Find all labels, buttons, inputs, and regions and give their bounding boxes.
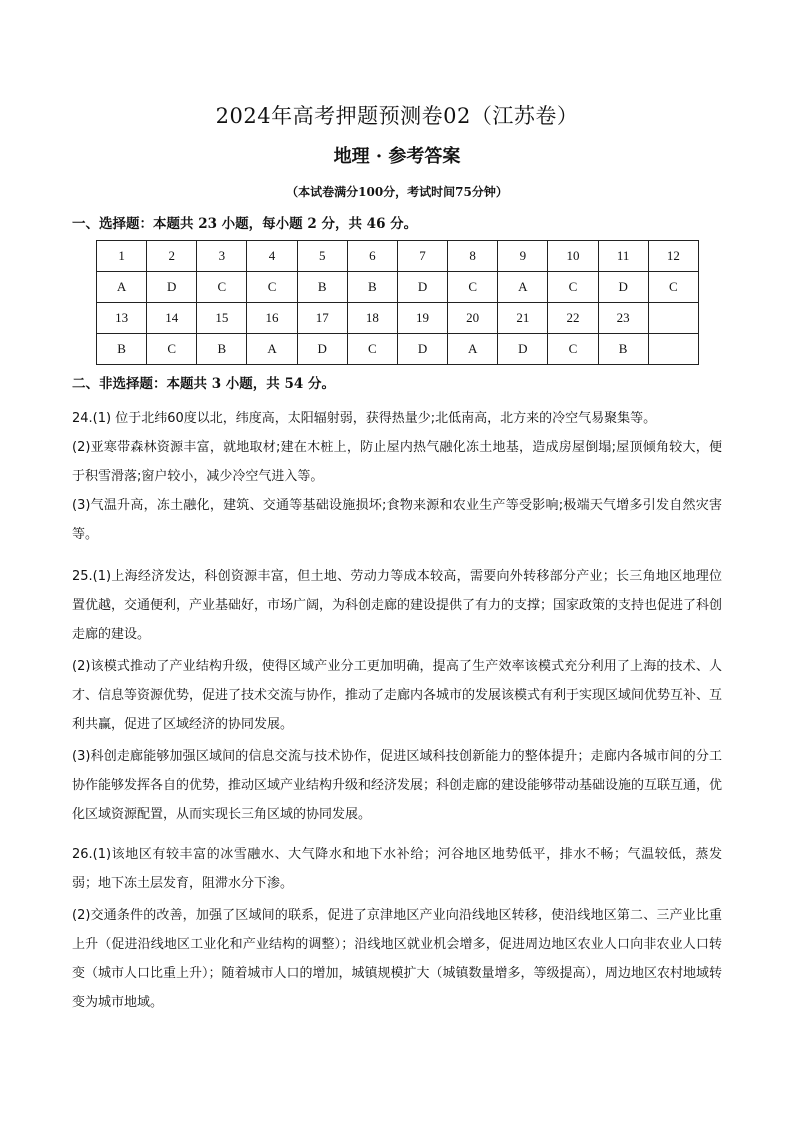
answer-25-3: (3)科创走廊能够加强区域间的信息交流与技术协作，促进区域科技创新能力的整体提升；走廊内各城市间的分工协作能够发挥各自的优势，推动区域产业结构升级和经济发展；科创走廊的建设能够带动基础设施的互联互通，优化区域资源配置，从而实现长三角区域的协同发展。 (72, 749, 723, 822)
question-number-cell: 4 (247, 241, 297, 272)
answer-cell: C (247, 272, 297, 303)
question-number-cell: 6 (347, 241, 397, 272)
question-number-row (97, 303, 699, 334)
answer-cell: B (598, 334, 648, 365)
page-subtitle: 地理 · 参考答案 (333, 146, 461, 167)
question-number-cell: 11 (598, 241, 648, 272)
section-heading-choice: 一、选择题：本题共 23 小题，每小题 2 分，共 46 分。 (72, 216, 418, 232)
answer-cell: C (548, 272, 598, 303)
question-number-cell: 7 (397, 241, 447, 272)
question-number-cell: 8 (448, 241, 498, 272)
answer-cell: A (97, 272, 147, 303)
answer-row (97, 334, 699, 365)
question-number-cell: 18 (347, 303, 397, 334)
question-number-cell: 17 (297, 303, 347, 334)
question-number-cell: 9 (498, 241, 548, 272)
question-number-cell: 2 (147, 241, 197, 272)
question-number-cell: 12 (648, 241, 698, 272)
answer-24-1: 24.(1) 位于北纬60度以北，纬度高，太阳辐射弱，获得热量少;北低南高，北方来的冷空气易聚集等。 (72, 411, 657, 426)
question-number-cell: 19 (397, 303, 447, 334)
question-number-cell: 1 (97, 241, 147, 272)
answer-26-1: 26.(1)该地区有较丰富的冰雪融水、大气降水和地下水补给；河谷地区地势低平，排水不畅；气温较低，蒸发弱；地下冻土层发育，阻滞水分下渗。 (72, 847, 722, 891)
question-number-cell: 16 (247, 303, 297, 334)
answer-cell: A (498, 272, 548, 303)
answer-cell: D (297, 334, 347, 365)
answer-cell (648, 334, 698, 365)
question-number-cell: 20 (448, 303, 498, 334)
answer-cell: D (147, 272, 197, 303)
answer-cell: B (297, 272, 347, 303)
answer-24-2: (2)亚寒带森林资源丰富，就地取材;建在木桩上，防止屋内热气融化冻土地基，造成房屋倒塌;屋顶倾角较大，便于积雪滑落;窗户较小，减少冷空气进入等。 (72, 440, 722, 484)
answer-cell: A (448, 334, 498, 365)
answer-cell: C (448, 272, 498, 303)
question-number-cell: 13 (97, 303, 147, 334)
answer-cell: C (347, 334, 397, 365)
question-number-cell: 15 (197, 303, 247, 334)
answer-26-2: (2)交通条件的改善，加强了区域间的联系，促进了京津地区产业向沿线地区转移，使沿线地区第二、三产业比重上升（促进沿线地区工业化和产业结构的调整）；沿线地区就业机会增多，促进周边地区农业人口向非农业人口转变（城市人口比重上升）；随着城市人口的增加，城镇规模扩大（城镇数量增多，等级提高），周边地区农村地域转变为城市地域。 (72, 908, 723, 1010)
question-number-cell: 22 (548, 303, 598, 334)
question-number-row (97, 241, 699, 272)
answer-cell: A (247, 334, 297, 365)
answer-cell: D (498, 334, 548, 365)
section-heading-nonchoice: 二、非选择题：本题共 3 小题，共 54 分。 (72, 376, 335, 392)
question-number-cell (648, 303, 698, 334)
answer-cell: C (548, 334, 598, 365)
answer-cell: B (347, 272, 397, 303)
answer-cell: C (197, 272, 247, 303)
page-title: 2024年高考押题预测卷02（江苏卷） (215, 104, 579, 128)
answer-cell: B (197, 334, 247, 365)
answer-cell: D (397, 334, 447, 365)
question-number-cell: 3 (197, 241, 247, 272)
answer-24-3: (3)气温升高，冻土融化，建筑、交通等基础设施损坏;食物来源和农业生产等受影响;极端天气增多引发自然灾害等。 (72, 498, 722, 542)
question-number-cell: 21 (498, 303, 548, 334)
answer-25-2: (2)该模式推动了产业结构升级，使得区域产业分工更加明确，提高了生产效率该模式充分利用了上海的技术、人才、信息等资源优势，促进了技术交流与协作，推动了走廊内各城市的发展该模式有利于实现区域间优势互补、互利共赢，促进了区域经济的协同发展。 (72, 659, 723, 732)
question-number-cell: 5 (297, 241, 347, 272)
answer-row (97, 272, 699, 303)
exam-note: （本试卷满分100分，考试时间75分钟） (286, 185, 508, 199)
question-number-cell: 10 (548, 241, 598, 272)
answer-cell: C (147, 334, 197, 365)
answer-25-1: 25.(1)上海经济发达，科创资源丰富，但土地、劳动力等成本较高，需要向外转移部分产业；长三角地区地理位置优越，交通便利，产业基础好，市场广阔，为科创走廊的建设提供了有力的支撑；国家政策的支持也促进了科创走廊的建设。 (72, 569, 723, 642)
answer-cell: D (397, 272, 447, 303)
answer-table (96, 240, 699, 365)
answer-cell: D (598, 272, 648, 303)
question-number-cell: 23 (598, 303, 648, 334)
question-number-cell: 14 (147, 303, 197, 334)
answer-cell: B (97, 334, 147, 365)
answer-cell: C (648, 272, 698, 303)
